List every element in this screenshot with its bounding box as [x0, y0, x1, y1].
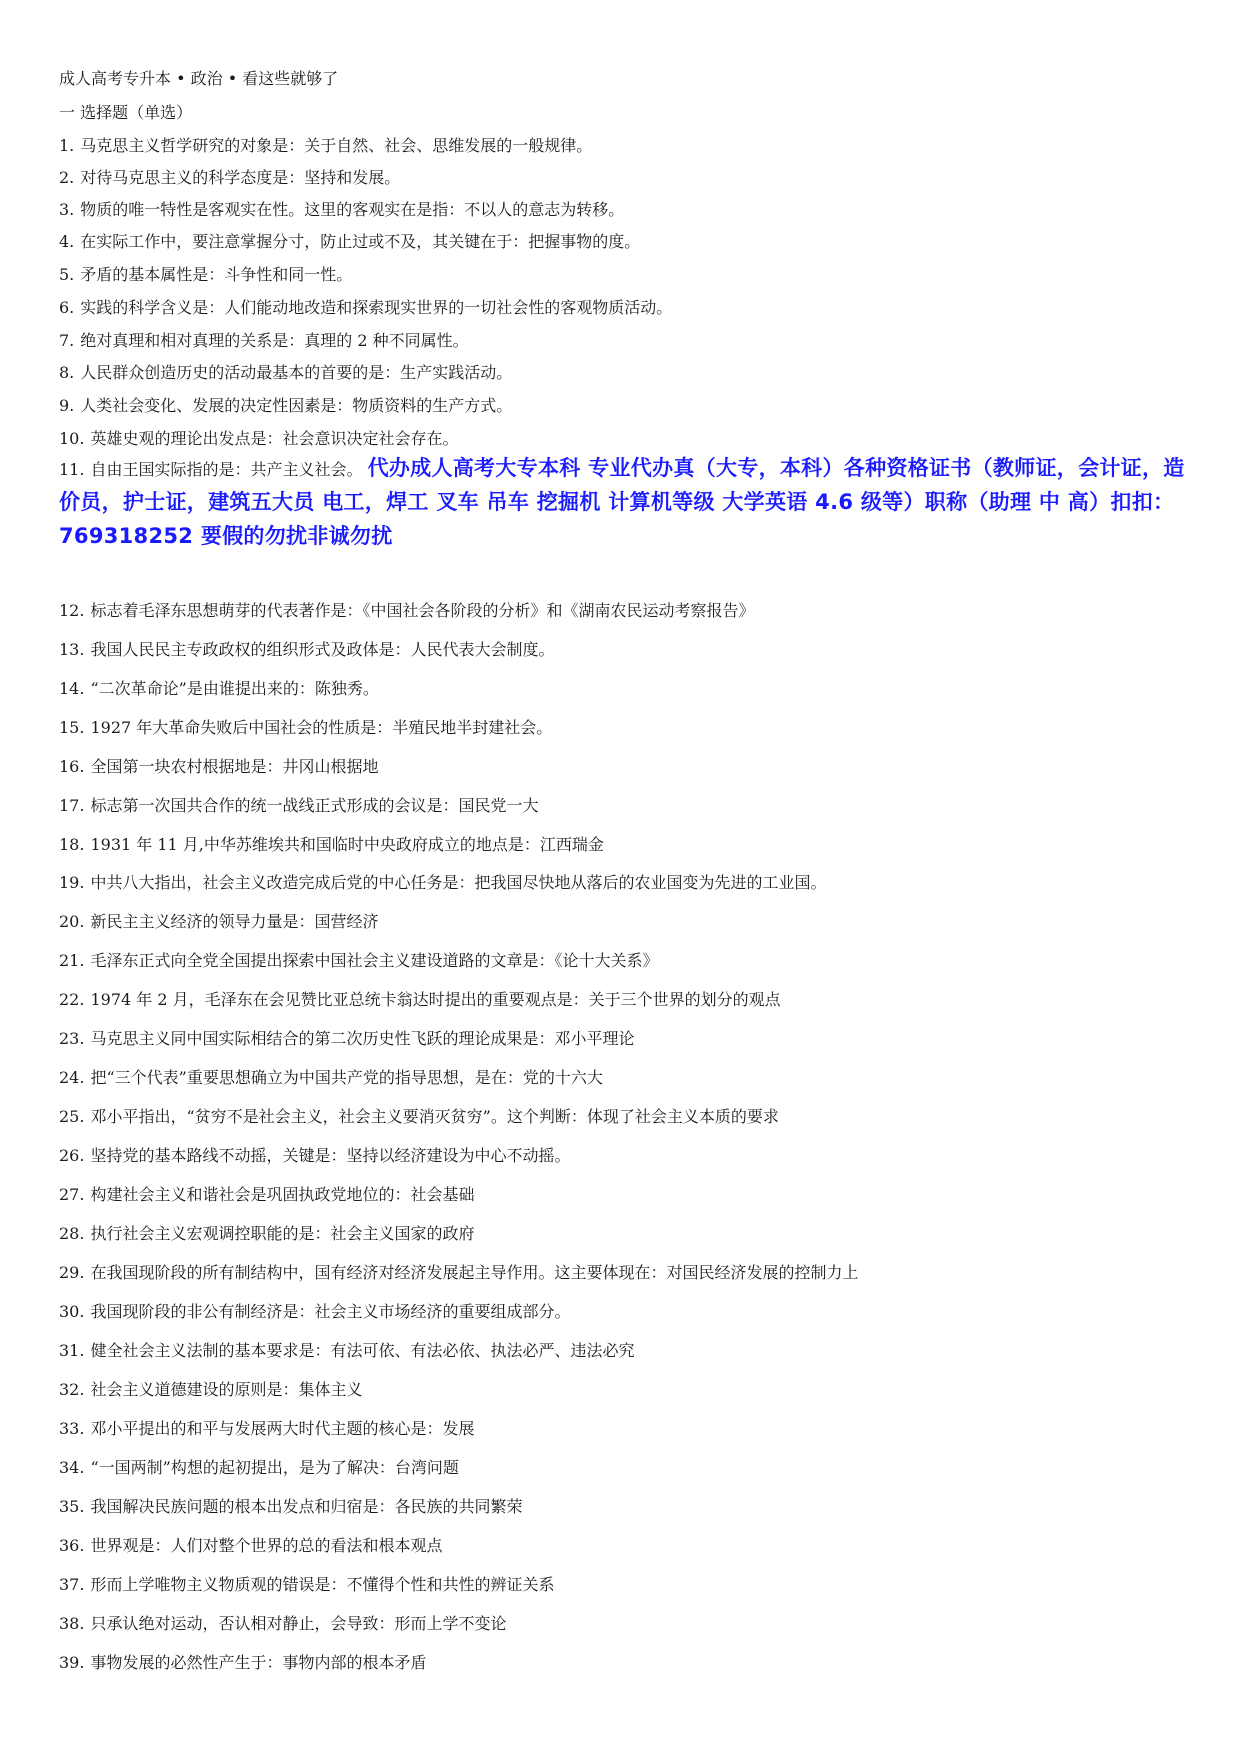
- item-text: 人民群众创造历史的活动最基本的首要的是：生产实践活动。: [80, 363, 513, 382]
- list-item: [59, 168, 400, 188]
- item-number: 33.: [59, 1419, 85, 1438]
- item-text: 把“三个代表”重要思想确立为中国共产党的指导思想，是在：党的十六大: [90, 1068, 603, 1087]
- item-text: 标志着毛泽东思想萌芽的代表著作是：《中国社会各阶段的分析》和《湖南农民运动考察报告》: [90, 601, 755, 620]
- item-text: 毛泽东正式向全党全国提出探索中国社会主义建设道路的文章是：《论十大关系》: [90, 951, 659, 970]
- list-item-with-ad: [59, 452, 1189, 554]
- item-text: 人类社会变化、发展的决定性因素是：物质资料的生产方式。: [80, 396, 513, 415]
- item-number: 31.: [59, 1341, 85, 1360]
- item-text: 健全社会主义法制的基本要求是：有法可依、有法必依、执法必严、违法必究: [90, 1341, 635, 1360]
- list-item: [59, 796, 538, 816]
- item-text: 矛盾的基本属性是：斗争性和同一性。: [80, 265, 353, 284]
- list-item: [59, 912, 378, 932]
- item-number: 21.: [59, 951, 85, 970]
- item-number: 12.: [59, 601, 85, 620]
- list-item: [59, 1107, 779, 1127]
- item-number: 36.: [59, 1536, 85, 1555]
- item-number: 22.: [59, 990, 85, 1009]
- list-item: [59, 232, 640, 252]
- list-item: [59, 951, 658, 971]
- item-number: 38.: [59, 1614, 85, 1633]
- list-item: [59, 1146, 570, 1166]
- item-text: 形而上学唯物主义物质观的错误是：不懂得个性和共性的辨证关系: [90, 1575, 555, 1594]
- list-item: [59, 265, 352, 285]
- list-item: [59, 1380, 362, 1400]
- item-text: “二次革命论”是由谁提出来的：陈独秀。: [90, 679, 379, 698]
- list-item: [59, 1458, 459, 1478]
- item-number: 8.: [59, 363, 75, 382]
- section-heading: 一 选择题（单选）: [59, 103, 193, 122]
- item-text: 马克思主义同中国实际相结合的第二次历史性飞跃的理论成果是：邓小平理论: [90, 1029, 635, 1048]
- item-number: 14.: [59, 679, 85, 698]
- list-item: [59, 873, 826, 893]
- list-item: [59, 835, 604, 855]
- item-text: 在实际工作中，要注意掌握分寸，防止过或不及，其关键在于：把握事物的度。: [80, 232, 641, 251]
- item-text: 我国现阶段的非公有制经济是：社会主义市场经济的重要组成部分。: [90, 1302, 571, 1321]
- list-item: [59, 1341, 634, 1361]
- item-text: 马克思主义哲学研究的对象是：关于自然、社会、思维发展的一般规律。: [80, 136, 593, 155]
- list-item: [59, 1653, 426, 1673]
- item-number: 2.: [59, 168, 75, 187]
- item-text: 只承认绝对运动，否认相对静止，会导致：形而上学不变论: [90, 1614, 507, 1633]
- item-text: 坚持党的基本路线不动摇，关键是：坚持以经济建设为中心不动摇。: [90, 1146, 571, 1165]
- item-text: 在我国现阶段的所有制结构中，国有经济对经济发展起主导作用。这主要体现在：对国民经济发展的控制力上: [90, 1263, 859, 1282]
- list-item: [59, 298, 672, 318]
- item-number: 15.: [59, 718, 85, 737]
- list-item: [59, 1185, 474, 1205]
- item-text: 标志第一次国共合作的统一战线正式形成的会议是：国民党一大: [90, 796, 539, 815]
- list-item: [59, 1536, 442, 1556]
- item-number: 37.: [59, 1575, 85, 1594]
- item-number: 3.: [59, 200, 75, 219]
- item-text: 全国第一块农村根据地是：井冈山根据地: [90, 757, 379, 776]
- item-number: 4.: [59, 232, 75, 251]
- item-text: 1931 年 11 月,中华苏维埃共和国临时中央政府成立的地点是：江西瑞金: [90, 835, 604, 854]
- item-number: 34.: [59, 1458, 85, 1477]
- item-text: 1974 年 2 月，毛泽东在会见赞比亚总统卡翁达时提出的重要观点是：关于三个世界的划分的观点: [90, 990, 781, 1009]
- item-text: 1927 年大革命失败后中国社会的性质是：半殖民地半封建社会。: [90, 718, 553, 737]
- list-item: [59, 1224, 474, 1244]
- item-number: 5.: [59, 265, 75, 284]
- list-item: [59, 990, 781, 1010]
- list-item: [59, 136, 592, 156]
- list-item: [59, 200, 624, 220]
- item-number: 10.: [59, 429, 85, 448]
- list-item: [59, 679, 379, 699]
- list-item: [59, 1302, 570, 1322]
- item-number: 20.: [59, 912, 85, 931]
- item-text: 邓小平指出，“贫穷不是社会主义，社会主义要消灭贫穷”。这个判断：体现了社会主义本质的要求: [90, 1107, 779, 1126]
- list-item: [59, 331, 469, 351]
- item-number: 28.: [59, 1224, 85, 1243]
- item-text: 世界观是：人们对整个世界的总的看法和根本观点: [90, 1536, 443, 1555]
- item-text: 事物发展的必然性产生于：事物内部的根本矛盾: [90, 1653, 427, 1672]
- item-text: 构建社会主义和谐社会是巩固执政党地位的：社会基础: [90, 1185, 475, 1204]
- list-item: [59, 757, 378, 777]
- list-item: [59, 640, 554, 660]
- list-item: [59, 1575, 554, 1595]
- item-number: 13.: [59, 640, 85, 659]
- item-number: 35.: [59, 1497, 85, 1516]
- item-text: 英雄史观的理论出发点是：社会意识决定社会存在。: [90, 429, 459, 448]
- item-number: 24.: [59, 1068, 85, 1087]
- item-number: 32.: [59, 1380, 85, 1399]
- item-text: 物质的唯一特性是客观实在性。这里的客观实在是指：不以人的意志为转移。: [80, 200, 625, 219]
- item-number: 16.: [59, 757, 85, 776]
- list-item: [59, 1068, 603, 1088]
- item-number: 29.: [59, 1263, 85, 1282]
- item-number: 19.: [59, 873, 85, 892]
- item-text: 自由王国实际指的是：共产主义社会。: [90, 460, 363, 479]
- list-item: [59, 1263, 858, 1283]
- advertisement-text: 代办成人高考大专本科 专业代办真（大专，本科）各种资格证书（教师证，会计证，造价员，护士证，建筑五大员 电工，焊工 叉车 吊车 挖掘机 计算机等级 大学英语 4.6 级等）职称（助理 中 高）扣扣：769318252 要假的勿扰非诚勿扰: [59, 456, 1185, 548]
- item-text: 对待马克思主义的科学态度是：坚持和发展。: [80, 168, 401, 187]
- list-item: [59, 1497, 522, 1517]
- item-text: 邓小平提出的和平与发展两大时代主题的核心是：发展: [90, 1419, 475, 1438]
- item-text: 我国解决民族问题的根本出发点和归宿是：各民族的共同繁荣: [90, 1497, 523, 1516]
- item-text: 实践的科学含义是：人们能动地改造和探索现实世界的一切社会性的客观物质活动。: [80, 298, 673, 317]
- item-number: 27.: [59, 1185, 85, 1204]
- item-number: 17.: [59, 796, 85, 815]
- list-item: [59, 1029, 634, 1049]
- list-item: [59, 429, 458, 449]
- item-text: “一国两制”构想的起初提出，是为了解决：台湾问题: [90, 1458, 459, 1477]
- item-number: 30.: [59, 1302, 85, 1321]
- item-number: 25.: [59, 1107, 85, 1126]
- list-item: [59, 601, 754, 621]
- document-title: 成人高考专升本 • 政治 • 看这些就够了: [59, 69, 339, 88]
- item-text: 执行社会主义宏观调控职能的是：社会主义国家的政府: [90, 1224, 475, 1243]
- item-number: 9.: [59, 396, 75, 415]
- list-item: [59, 396, 512, 416]
- list-item: [59, 718, 552, 738]
- item-number: 26.: [59, 1146, 85, 1165]
- item-number: 1.: [59, 136, 75, 155]
- item-number: 6.: [59, 298, 75, 317]
- list-item: [59, 363, 512, 383]
- list-item: [59, 1419, 474, 1439]
- item-text: 中共八大指出，社会主义改造完成后党的中心任务是：把我国尽快地从落后的农业国变为先进的工业国。: [90, 873, 827, 892]
- item-number: 18.: [59, 835, 85, 854]
- item-text: 我国人民民主专政政权的组织形式及政体是：人民代表大会制度。: [90, 640, 555, 659]
- item-number: 7.: [59, 331, 75, 350]
- item-text: 新民主主义经济的领导力量是：国营经济: [90, 912, 379, 931]
- item-number: 11.: [59, 460, 85, 479]
- item-text: 社会主义道德建设的原则是：集体主义: [90, 1380, 363, 1399]
- item-number: 39.: [59, 1653, 85, 1672]
- item-number: 23.: [59, 1029, 85, 1048]
- list-item: [59, 1614, 506, 1634]
- item-text: 绝对真理和相对真理的关系是：真理的 2 种不同属性。: [80, 331, 469, 350]
